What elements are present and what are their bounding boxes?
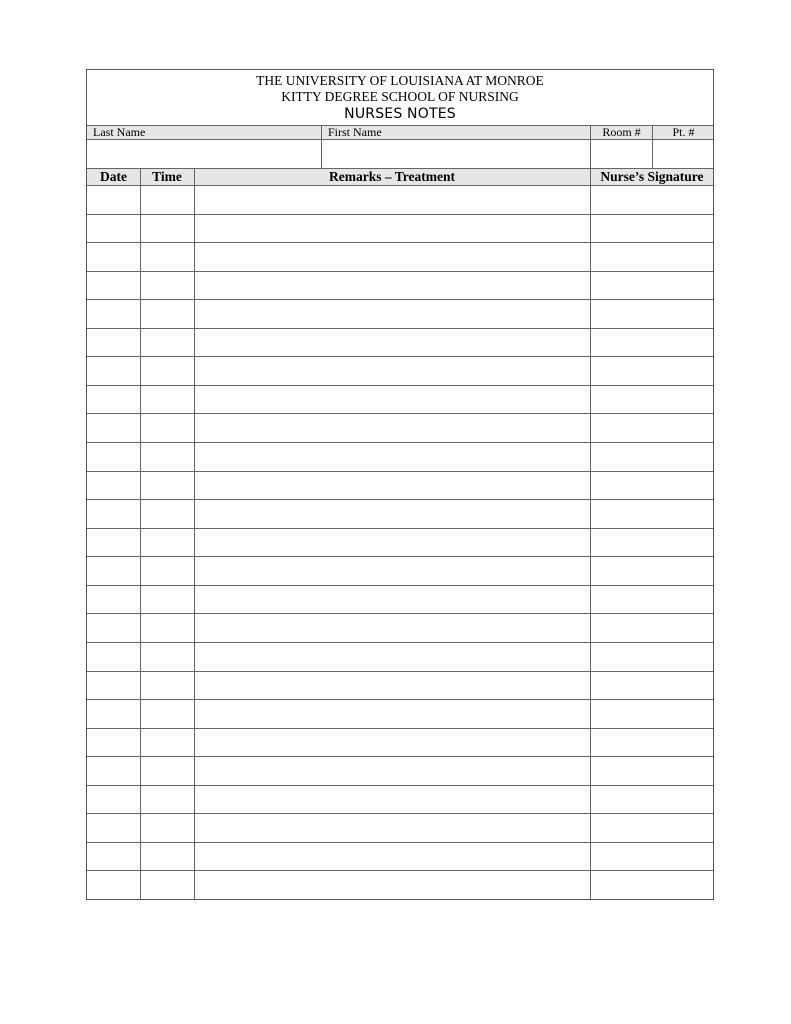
signature-cell[interactable] xyxy=(590,529,714,557)
remarks-cell[interactable] xyxy=(194,557,590,585)
time-cell[interactable] xyxy=(140,472,194,500)
date-cell[interactable] xyxy=(87,643,140,671)
signature-cell[interactable] xyxy=(590,357,714,385)
table-row xyxy=(87,557,713,586)
table-row xyxy=(87,814,713,843)
signature-cell[interactable] xyxy=(590,186,714,214)
signature-cell[interactable] xyxy=(590,414,714,442)
date-cell[interactable] xyxy=(87,186,140,214)
table-row xyxy=(87,215,713,244)
last-name-field[interactable] xyxy=(87,140,321,168)
remarks-cell[interactable] xyxy=(194,614,590,642)
date-cell[interactable] xyxy=(87,357,140,385)
table-row xyxy=(87,443,713,472)
time-cell[interactable] xyxy=(140,729,194,757)
time-cell[interactable] xyxy=(140,557,194,585)
date-cell[interactable] xyxy=(87,243,140,271)
signature-cell[interactable] xyxy=(590,386,714,414)
time-cell[interactable] xyxy=(140,215,194,243)
remarks-cell[interactable] xyxy=(194,586,590,614)
time-cell[interactable] xyxy=(140,814,194,842)
patient-value-row xyxy=(87,140,713,169)
table-row xyxy=(87,243,713,272)
table-row xyxy=(87,586,713,615)
remarks-column-header: Remarks – Treatment xyxy=(329,169,455,184)
remarks-cell[interactable] xyxy=(194,272,590,300)
date-cell[interactable] xyxy=(87,443,140,471)
table-row xyxy=(87,186,713,215)
table-row xyxy=(87,757,713,786)
date-cell[interactable] xyxy=(87,386,140,414)
signature-cell[interactable] xyxy=(590,272,714,300)
signature-cell[interactable] xyxy=(590,300,714,328)
date-cell[interactable] xyxy=(87,586,140,614)
table-row xyxy=(87,472,713,501)
signature-cell[interactable] xyxy=(590,243,714,271)
first-name-field[interactable] xyxy=(321,140,590,168)
date-cell[interactable] xyxy=(87,500,140,528)
room-label-cell xyxy=(590,126,652,139)
table-row xyxy=(87,614,713,643)
time-cell[interactable] xyxy=(140,843,194,871)
time-cell[interactable] xyxy=(140,871,194,900)
remarks-cell[interactable] xyxy=(194,843,590,871)
time-cell[interactable] xyxy=(140,700,194,728)
table-row xyxy=(87,643,713,672)
patient-label-row xyxy=(87,125,713,140)
time-cell[interactable] xyxy=(140,329,194,357)
room-label: Room # xyxy=(602,125,641,139)
date-column-header: Date xyxy=(100,169,127,184)
date-cell[interactable] xyxy=(87,871,140,900)
date-cell[interactable] xyxy=(87,529,140,557)
remarks-cell[interactable] xyxy=(194,529,590,557)
remarks-cell[interactable] xyxy=(194,672,590,700)
form-title: NURSES NOTES xyxy=(344,106,456,122)
signature-cell[interactable] xyxy=(590,643,714,671)
remarks-cell[interactable] xyxy=(194,814,590,842)
time-column-divider xyxy=(194,169,195,899)
time-cell[interactable] xyxy=(140,300,194,328)
time-column-header: Time xyxy=(152,169,182,184)
date-cell[interactable] xyxy=(87,729,140,757)
date-cell[interactable] xyxy=(87,215,140,243)
remarks-cell[interactable] xyxy=(194,414,590,442)
remarks-cell[interactable] xyxy=(194,357,590,385)
log-rows xyxy=(87,186,713,900)
date-cell[interactable] xyxy=(87,557,140,585)
last-name-label: Last Name xyxy=(93,125,146,139)
table-row xyxy=(87,329,713,358)
remarks-cell[interactable] xyxy=(194,757,590,785)
time-cell[interactable] xyxy=(140,529,194,557)
university-name: THE UNIVERSITY OF LOUISIANA AT MONROE xyxy=(256,73,544,88)
date-cell[interactable] xyxy=(87,414,140,442)
remarks-cell[interactable] xyxy=(194,871,590,900)
time-cell[interactable] xyxy=(140,672,194,700)
remarks-cell[interactable] xyxy=(194,215,590,243)
signature-cell[interactable] xyxy=(590,500,714,528)
table-row xyxy=(87,843,713,872)
pt-label: Pt. # xyxy=(672,125,695,139)
remarks-cell[interactable] xyxy=(194,700,590,728)
log-header-row xyxy=(87,169,713,186)
date-cell[interactable] xyxy=(87,329,140,357)
signature-cell[interactable] xyxy=(590,814,714,842)
table-row xyxy=(87,672,713,701)
signature-cell[interactable] xyxy=(590,871,714,900)
signature-cell[interactable] xyxy=(590,614,714,642)
signature-cell[interactable] xyxy=(590,472,714,500)
time-cell[interactable] xyxy=(140,586,194,614)
table-row xyxy=(87,386,713,415)
date-cell[interactable] xyxy=(87,614,140,642)
time-cell[interactable] xyxy=(140,614,194,642)
signature-cell[interactable] xyxy=(590,215,714,243)
date-cell[interactable] xyxy=(87,757,140,785)
signature-cell[interactable] xyxy=(590,672,714,700)
last-name-label-cell xyxy=(93,126,321,139)
signature-cell[interactable] xyxy=(590,729,714,757)
pt-field[interactable] xyxy=(652,140,714,168)
time-cell[interactable] xyxy=(140,386,194,414)
remarks-cell[interactable] xyxy=(194,329,590,357)
time-cell[interactable] xyxy=(140,414,194,442)
time-cell[interactable] xyxy=(140,786,194,814)
table-row xyxy=(87,700,713,729)
time-cell[interactable] xyxy=(140,500,194,528)
form-header xyxy=(87,70,713,125)
date-cell[interactable] xyxy=(87,300,140,328)
remarks-cell[interactable] xyxy=(194,729,590,757)
signature-cell[interactable] xyxy=(590,786,714,814)
table-row xyxy=(87,729,713,758)
first-name-label: First Name xyxy=(328,125,382,139)
school-name: KITTY DEGREE SCHOOL OF NURSING xyxy=(281,89,519,104)
table-row xyxy=(87,272,713,301)
time-cell[interactable] xyxy=(140,757,194,785)
remarks-cell[interactable] xyxy=(194,643,590,671)
first-name-label-cell xyxy=(321,126,590,139)
signature-cell[interactable] xyxy=(590,557,714,585)
remarks-cell[interactable] xyxy=(194,500,590,528)
signature-cell[interactable] xyxy=(590,443,714,471)
pt-label-cell xyxy=(652,126,714,139)
date-cell[interactable] xyxy=(87,672,140,700)
date-cell[interactable] xyxy=(87,700,140,728)
time-cell[interactable] xyxy=(140,357,194,385)
remarks-cell[interactable] xyxy=(194,243,590,271)
signature-cell[interactable] xyxy=(590,586,714,614)
remarks-cell[interactable] xyxy=(194,786,590,814)
table-row xyxy=(87,357,713,386)
table-row xyxy=(87,414,713,443)
remarks-cell[interactable] xyxy=(194,472,590,500)
time-cell[interactable] xyxy=(140,272,194,300)
table-row xyxy=(87,300,713,329)
time-cell[interactable] xyxy=(140,243,194,271)
date-cell[interactable] xyxy=(87,843,140,871)
remarks-cell[interactable] xyxy=(194,186,590,214)
remarks-cell[interactable] xyxy=(194,443,590,471)
remarks-cell[interactable] xyxy=(194,300,590,328)
signature-cell[interactable] xyxy=(590,757,714,785)
signature-cell[interactable] xyxy=(590,700,714,728)
table-row xyxy=(87,500,713,529)
date-cell[interactable] xyxy=(87,814,140,842)
nurses-notes-form xyxy=(86,69,714,900)
table-row xyxy=(87,529,713,558)
date-cell[interactable] xyxy=(87,272,140,300)
room-field[interactable] xyxy=(590,140,652,168)
signature-cell[interactable] xyxy=(590,329,714,357)
date-cell[interactable] xyxy=(87,472,140,500)
date-cell[interactable] xyxy=(87,786,140,814)
time-cell[interactable] xyxy=(140,186,194,214)
signature-column-header: Nurse’s Signature xyxy=(600,169,704,184)
remarks-cell[interactable] xyxy=(194,386,590,414)
table-row xyxy=(87,786,713,815)
time-cell[interactable] xyxy=(140,643,194,671)
date-column-divider xyxy=(140,169,141,899)
signature-cell[interactable] xyxy=(590,843,714,871)
remarks-column-divider xyxy=(590,169,591,899)
time-cell[interactable] xyxy=(140,443,194,471)
table-row xyxy=(87,871,713,900)
